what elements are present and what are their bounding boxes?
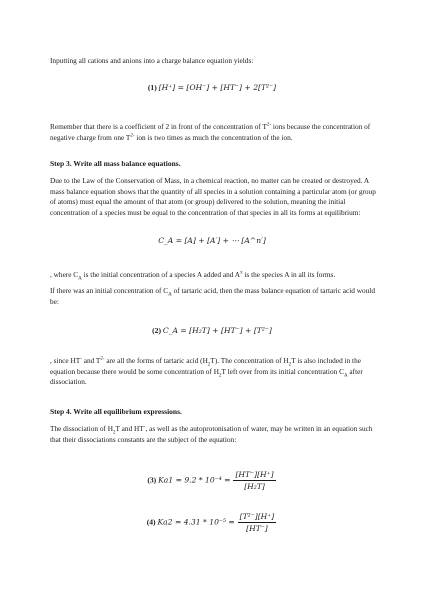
- equation-expression: [H⁺] = [OH⁻] + [HT⁻] + 2[T²⁻]: [158, 83, 277, 92]
- ka2-equation: [0, 512, 424, 533]
- equation-lhs: Ka1 = 9.2 * 10⁻⁴ =: [158, 475, 231, 485]
- fraction-numerator: [HT⁻][H⁺]: [235, 470, 274, 479]
- charge-balance-equation: [0, 83, 424, 92]
- equation-number: (4): [146, 517, 156, 527]
- fraction: [233, 470, 275, 491]
- general-mass-balance-equation: [0, 236, 424, 245]
- equation-number: (1): [147, 83, 157, 92]
- fraction-denominator: [H₂T]: [244, 482, 265, 491]
- tartaric-intro-text: If there was an initial concentration of $C_A$ of tartaric acid, then the mass balance equation of tartaric acid would be:: [50, 286, 375, 306]
- fraction-numerator: [T²⁻][H⁺]: [239, 512, 275, 521]
- equation-expression: C_A = [A] + [A′] + ⋯ [A^n′]: [158, 236, 266, 245]
- step3-heading: Step 3. Write all mass balance equations.: [50, 159, 181, 168]
- fraction-denominator: [HT⁻]: [246, 524, 268, 533]
- where-text: , where $C_A$ is the initial concentration of a species A added and $A^x$ is the species A in all its forms.: [50, 270, 336, 282]
- fraction: [238, 512, 277, 533]
- intro-text: Inputting all cations and anions into a charge balance equation yields:: [50, 56, 254, 65]
- step4-heading: Step 4. Write all equilibrium expressions.: [50, 407, 182, 416]
- step4-body: The dissociation of $H_2T$ and HT-, as well as the autoprotonisation of water, may be written in an equation such that their dissociations constants are the subject of the equation:: [50, 424, 373, 444]
- step3-body: Due to the Law of the Conservation of Mass, in a chemical reaction, no matter can be created or destroyed. A mass balance equation shows that the quantity of all species in a solution containing a particular atom (or group of atoms) must equal the amount of that atom (or group) delivered to the solution, meaning the initial concentration of a species must be equal to the concentration of that species in all its forms at equilibrium:: [50, 176, 376, 217]
- equation-number: (3): [147, 475, 157, 485]
- equation-expression: C_A = [H₂T] + [HT⁻] + [T²⁻]: [162, 326, 272, 335]
- equation-number: (2): [152, 326, 161, 335]
- since-text: , since HT- and $T^{2-}$ are all the forms of tartaric acid $(H_2T)$. The concentration of $H_2T$ is also included in the equation because there would be some concentration of $H_2T$ left over from its initial concentration $C_A$ after dissociation.: [50, 356, 363, 387]
- ka1-equation: [0, 470, 424, 491]
- coefficient-note: Remember that there is a coefficient of 2 in front of the concentration of $T^{2-}$ ions because the concentration of negative charge from one $T^{2-}$ ion is two times as much the concentration of the ion.: [50, 122, 371, 142]
- tartaric-mass-balance-equation: [0, 326, 424, 335]
- equation-lhs: Ka2 = 4.31 * 10⁻⁵ =: [157, 517, 235, 527]
